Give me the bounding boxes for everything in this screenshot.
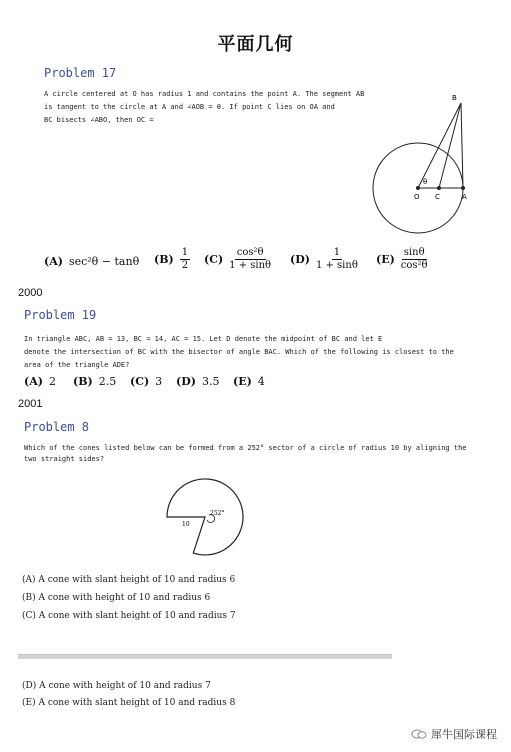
p8-option-a: (A) A cone with slant height of 10 and radius 6 xyxy=(22,575,236,585)
p19-choice-d xyxy=(176,375,219,388)
watermark-text: 犀牛国际课程 xyxy=(431,728,497,741)
p19-choice-a xyxy=(24,375,56,388)
choice-label: (E) xyxy=(376,253,395,266)
figure-label-theta: θ xyxy=(423,178,428,186)
figure-label-o: O xyxy=(414,193,420,201)
fraction-numerator: cos²θ xyxy=(236,247,264,258)
figure-label-c: C xyxy=(435,193,440,201)
p17-choice-b xyxy=(154,247,190,272)
choice-value: 2 xyxy=(48,375,56,388)
choice-label: (D) xyxy=(176,375,196,388)
p19-choice-b xyxy=(73,375,116,388)
p8-option-b: (B) A cone with height of 10 and radius 6 xyxy=(22,593,211,603)
choice-label: (A) xyxy=(44,255,63,268)
choice-label: (C) xyxy=(204,253,224,266)
problem-17-title: Problem 17 xyxy=(44,66,117,80)
p17-choice-e xyxy=(376,247,428,272)
choice-value: 3 xyxy=(155,375,163,388)
choice-label: (E) xyxy=(233,375,252,388)
choice-value: 2.5 xyxy=(98,375,117,388)
choice-value: 3.5 xyxy=(201,375,220,388)
choice-fraction xyxy=(180,247,190,272)
choice-fraction xyxy=(229,247,271,272)
fraction-denominator: 1 + sinθ xyxy=(315,260,358,271)
sector-angle-label: 252° xyxy=(210,510,225,517)
fraction-denominator: 2 xyxy=(181,260,189,271)
p8-option-e: (E) A cone with slant height of 10 and radius 8 xyxy=(22,698,236,708)
problem-8-sector-figure xyxy=(160,472,250,564)
wechat-icon xyxy=(411,728,427,740)
problem-19-text-line1: In triangle ABC, AB = 13, BC = 14, AC = 15. Let D denote the midpoint of BC and let E xyxy=(24,335,383,343)
problem-17-text-line2: is tangent to the circle at A and ∠AOB = θ. If point C lies on OA and xyxy=(44,103,335,111)
problem-8-text-line1: Which of the cones listed below can be formed from a 252° sector of a circle of radius 10 by aligning the xyxy=(24,444,467,452)
problem-8-text-line2: two straight sides? xyxy=(24,455,105,463)
problem-17-text-line1: A circle centered at O has radius 1 and contains the point A. The segment AB xyxy=(44,90,365,98)
problem-8-title: Problem 8 xyxy=(24,420,90,434)
problem-19-text-line2: denote the intersection of BC with the bisector of angle BAC. Which of the following is closest to the xyxy=(24,348,454,356)
choice-value: sec²θ − tanθ xyxy=(68,255,140,268)
choice-fraction xyxy=(316,247,358,272)
p19-choice-c xyxy=(130,375,162,388)
fraction-denominator: cos²θ xyxy=(400,260,428,271)
fraction-numerator: 1 xyxy=(181,247,189,258)
watermark xyxy=(411,726,497,742)
choice-label: (D) xyxy=(290,253,310,266)
choice-fraction xyxy=(401,247,428,272)
problem-17-text-line3: BC bisects ∠ABO, then OC = xyxy=(44,116,154,124)
fraction-denominator: 1 + sinθ xyxy=(229,260,272,271)
problem-17-figure xyxy=(368,90,478,245)
page-title: 平面几何 xyxy=(217,34,294,55)
p17-choice-d xyxy=(290,247,358,272)
p17-choice-c xyxy=(204,247,271,272)
p8-option-d: (D) A cone with height of 10 and radius 7 xyxy=(22,681,211,691)
fraction-numerator: sinθ xyxy=(403,247,425,258)
choice-value: 4 xyxy=(257,375,265,388)
year-2001: 2001 xyxy=(18,398,43,410)
problem-19-text-line3: area of the triangle ADE? xyxy=(24,361,130,369)
p19-choice-e xyxy=(233,375,265,388)
choice-label: (A) xyxy=(24,375,43,388)
sector-radius-label: 10 xyxy=(182,521,190,528)
choice-label: (B) xyxy=(154,253,174,266)
choice-label: (B) xyxy=(73,375,93,388)
fraction-numerator: 1 xyxy=(333,247,341,258)
problem-19-title: Problem 19 xyxy=(24,308,97,322)
figure-label-a: A xyxy=(462,193,467,201)
p17-choice-a xyxy=(44,255,139,268)
figure-label-b: B xyxy=(452,94,457,102)
p8-option-c: (C) A cone with slant height of 10 and radius 7 xyxy=(22,611,236,621)
year-2000: 2000 xyxy=(18,287,43,299)
section-divider xyxy=(18,654,392,659)
choice-label: (C) xyxy=(130,375,150,388)
